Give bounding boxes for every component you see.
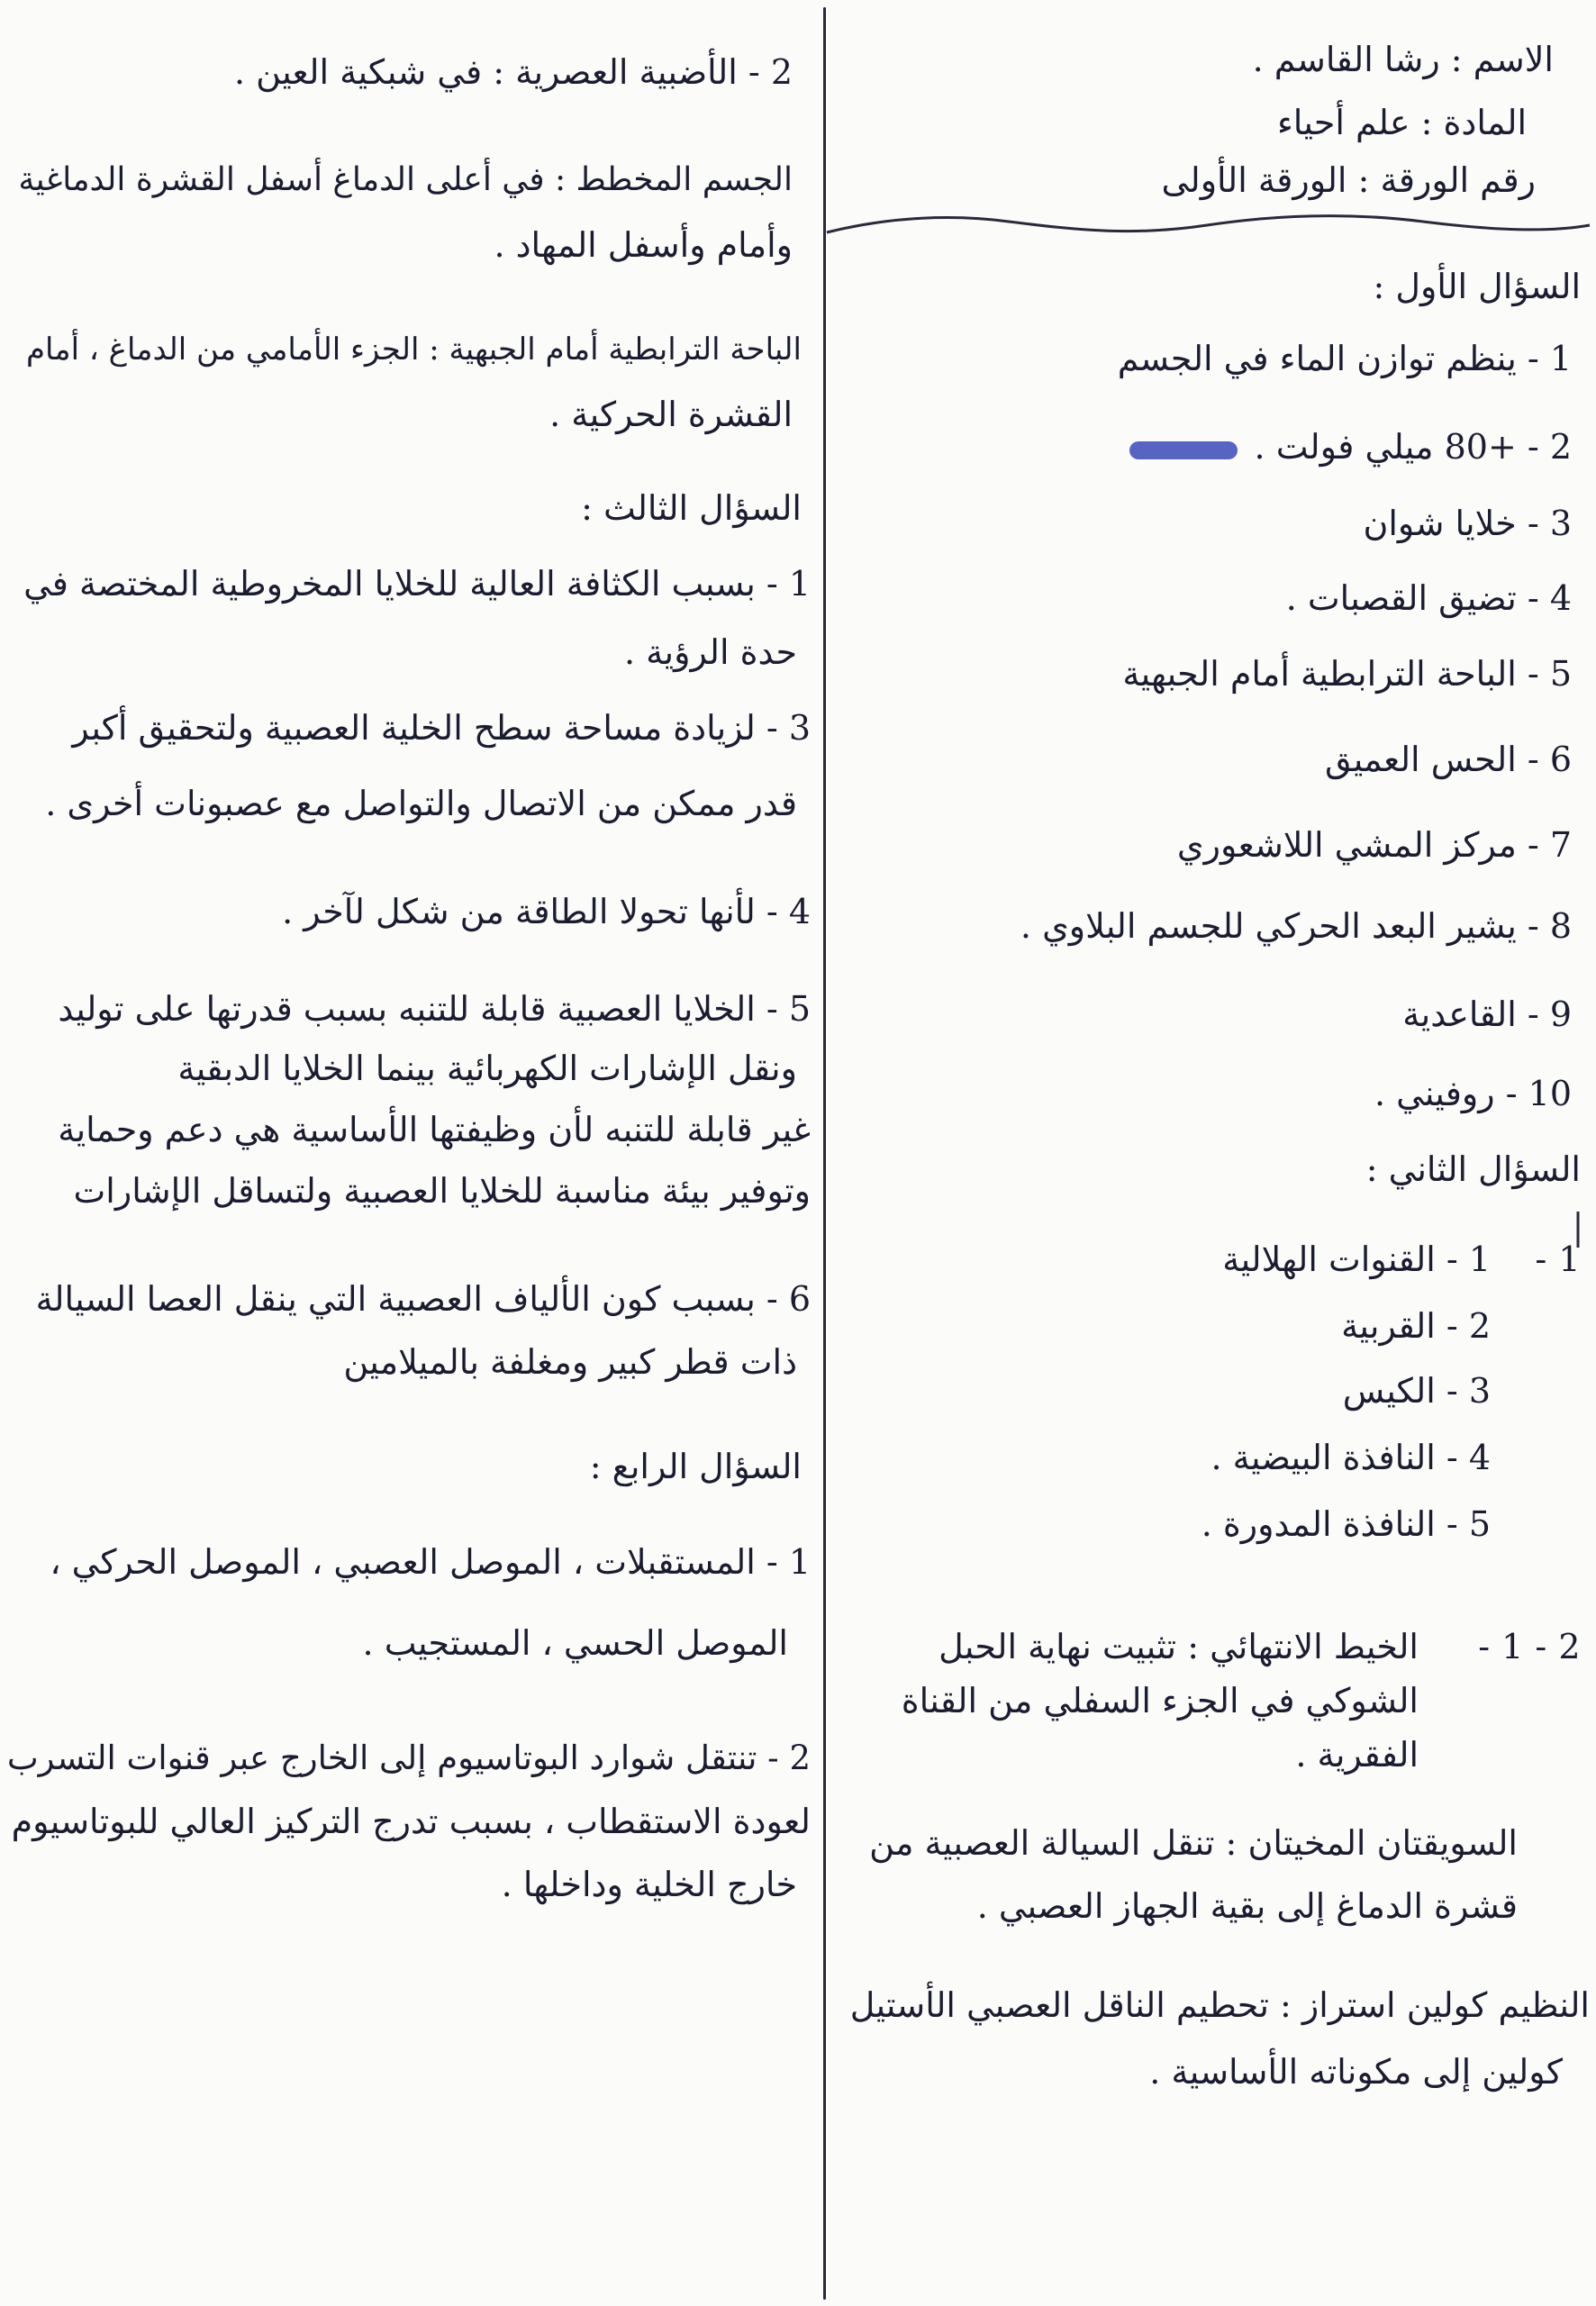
answer-line: ذات قطر كبير ومغلفة بالميلامين <box>343 1342 797 1382</box>
answer-line: 3 - لزيادة مساحة سطح الخلية العصبية ولتحقيق أكبر <box>72 708 811 748</box>
answer-line: حدة الرؤية . <box>624 632 797 672</box>
q2-part2-label: 2 - 1 - <box>1478 1627 1581 1666</box>
subject-line: المادة : علم أحياء <box>1276 103 1527 142</box>
q1-answer: 6 - الحس العميق <box>1325 740 1572 779</box>
q2-title: السؤال الثاني : <box>1365 1149 1581 1189</box>
answer-line: وتوفير بيئة مناسبة للخلايا العصبية ولتساقل الإشارات <box>73 1171 811 1211</box>
answer-line: خارج الخلية وداخلها . <box>501 1865 797 1904</box>
q1-answer: 1 - ينظم توازن الماء في الجسم <box>1117 339 1572 378</box>
q1-title: السؤال الأول : <box>1373 267 1581 306</box>
answer-line: القشرة الحركية . <box>549 395 793 434</box>
q1-answer: 4 - تضيق القصبات . <box>1285 578 1572 618</box>
q1-answer: 3 - خلايا شوان <box>1363 504 1572 543</box>
answer-line: لعودة الاستقطاب ، بسبب تدرج التركيز العالي للبوتاسيوم <box>11 1802 811 1841</box>
q2-extra-line: السويقتان المخيتان : تنقل السيالة العصبية من <box>869 1823 1518 1863</box>
q2-extra-line: النظيم كولين استراز : تحطيم الناقل العصبي الأستيل <box>849 1985 1590 2025</box>
q1-answer <box>1124 422 1572 472</box>
q1-answer: 9 - القاعدية <box>1402 994 1572 1034</box>
q3-title: السؤال الثالث : <box>581 488 802 528</box>
q2-part1-item: 4 - النافذة البيضية . <box>1211 1438 1491 1477</box>
answer-line: الجسم المخطط : في أعلى الدماغ أسفل القشرة الدماغية <box>18 161 793 198</box>
paper-number: رقم الورقة : الورقة الأولى <box>1161 160 1536 200</box>
answer-line: 2 - الأضبية العصرية : في شبكية العين . <box>234 52 793 92</box>
q2-extra-line: كولين إلى مكوناته الأساسية . <box>1149 2052 1563 2092</box>
column-divider <box>823 7 826 2300</box>
answer-line: 1 - بسبب الكثافة العالية للخلايا المخروطية المختصة في <box>23 564 811 604</box>
answer-line: 5 - الخلايا العصبية قابلة للتنبه بسبب قدرتها على توليد <box>58 989 811 1029</box>
answer-line: وأمام وأسفل المهاد . <box>494 225 793 265</box>
answer-line: الباحة الترابطية أمام الجبهية : الجزء الأمامي من الدماغ ، أمام <box>26 331 802 368</box>
q2-part1-item: 1 - القنوات الهلالية <box>1222 1239 1491 1279</box>
q2-part2-line: الفقرية . <box>1295 1735 1419 1775</box>
q2-part1-item: 5 - النافذة المدورة . <box>1201 1504 1491 1544</box>
q2-part2-line: الشوكي في الجزء السفلي من القناة <box>901 1681 1419 1720</box>
q1-answer: 10 - روفيني . <box>1374 1074 1572 1113</box>
student-name: الاسم : رشا القاسم . <box>1252 40 1554 79</box>
q2-part2-line: الخيط الانتهائي : تثبيت نهاية الحبل <box>939 1627 1419 1666</box>
answer-line: 1 - المستقبلات ، الموصل العصبي ، الموصل الحركي ، <box>50 1542 811 1582</box>
crossed-out-scribble <box>1129 441 1238 459</box>
q1-answer: 5 - الباحة الترابطية أمام الجبهية <box>1122 654 1572 694</box>
answer-line: 4 - لأنها تحولا الطاقة من شكل لآخر . <box>282 892 811 931</box>
answer-line: قدر ممكن من الاتصال والتواصل مع عصبونات أخرى . <box>45 784 797 823</box>
answer-line: الموصل الحسي ، المستجيب . <box>362 1623 788 1663</box>
q2-part1-label: 1 - <box>1535 1239 1581 1279</box>
answer-line: 6 - بسبب كون الألياف العصبية التي ينقل العصا السيالة <box>35 1279 811 1319</box>
q2-extra-line: قشرة الدماغ إلى بقية الجهاز العصبي . <box>976 1886 1518 1926</box>
q1-answer: 8 - يشير البعد الحركي للجسم البلاوي . <box>1020 906 1572 946</box>
q2-part1-item: 3 - الكيس <box>1342 1371 1491 1411</box>
answer-line: غير قابلة للتنبه لأن وظيفتها الأساسية هي دعم وحماية <box>58 1110 811 1149</box>
q1-answer: 7 - مركز المشي اللاشعوري <box>1176 825 1572 865</box>
answer-line: 2 - تنتقل شوارد البوتاسيوم إلى الخارج عبر قنوات التسرب <box>6 1739 811 1777</box>
q2-part1-item: 2 - القربية <box>1341 1306 1491 1346</box>
answer-line: ونقل الإشارات الكهربائية بينما الخلايا الدبقية <box>177 1049 797 1088</box>
q4-title: السؤال الرابع : <box>589 1447 802 1486</box>
q1-answer-text: 2 - +80 ميلي فولت . <box>1254 427 1572 467</box>
